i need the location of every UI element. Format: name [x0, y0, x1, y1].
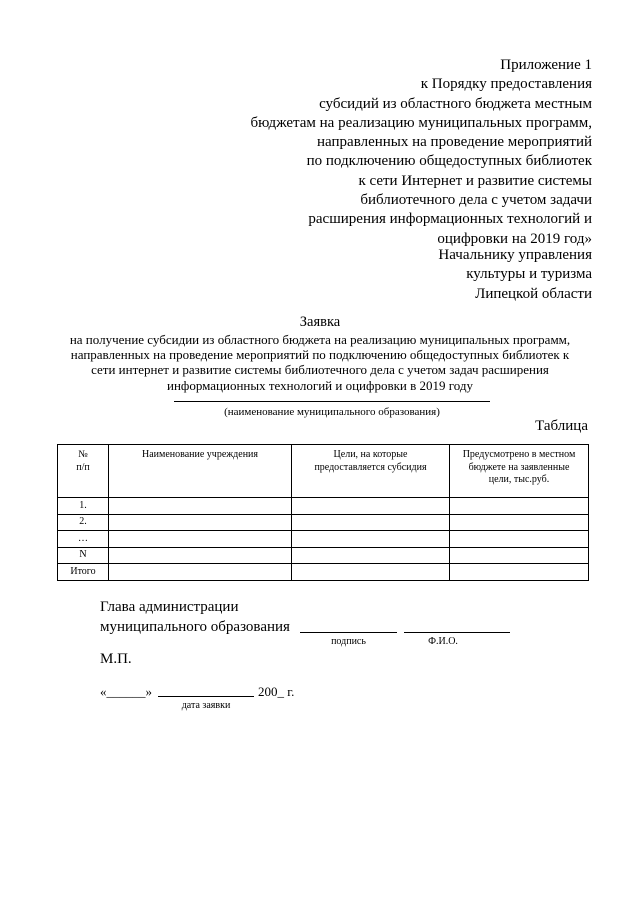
- addressee-line: культуры и туризма: [466, 266, 592, 283]
- row-budget-cell: [450, 514, 589, 531]
- document-title: Заявка: [299, 314, 341, 330]
- appendix-line: Приложение 1: [500, 57, 592, 73]
- row-goals-cell: [292, 564, 450, 581]
- signatory-title-line2: муниципального образования: [100, 619, 290, 635]
- header-budget: [450, 445, 589, 498]
- date-caption: дата заявки: [181, 700, 231, 711]
- row-budget-cell: [450, 498, 589, 515]
- header-budget-text: Предусмотрено в местном бюджете на заявленные цели, тыс.руб.: [462, 449, 576, 485]
- table-row: [58, 498, 589, 515]
- row-institution-cell: [109, 547, 292, 564]
- name-caption: Ф.И.О.: [428, 636, 458, 647]
- header-number: [58, 445, 109, 498]
- table-row: [58, 531, 589, 548]
- table-label: Таблица: [535, 418, 588, 434]
- row-number-cell: Итого: [58, 564, 109, 581]
- request-table: [57, 444, 589, 581]
- appendix-block: [172, 56, 592, 249]
- signature-caption: подпись: [331, 636, 366, 647]
- row-goals-cell: [292, 514, 450, 531]
- appendix-line: расширения информационных технологий и: [308, 211, 592, 228]
- signatory-title-line1: Глава администрации: [100, 599, 239, 615]
- municipality-blank-line: [174, 401, 490, 402]
- row-number-cell: 2.: [58, 514, 109, 531]
- date-month-blank-line: [158, 696, 254, 697]
- row-number-cell: N: [58, 547, 109, 564]
- subtitle-line: сети интернет и развитие системы библиотечного дела с учетом задач расширения: [91, 362, 549, 378]
- appendix-line: оцифровки на 2019 год»: [437, 230, 592, 247]
- subtitle-line: направленных на проведение мероприятий по подключению общедоступных библиотек к: [70, 347, 570, 363]
- row-goals-cell: [292, 531, 450, 548]
- row-goals-cell: [292, 547, 450, 564]
- header-goals: [292, 445, 450, 498]
- addressee-line: Начальнику управления: [438, 247, 592, 263]
- table-header-row: [58, 445, 589, 498]
- table-total-row: [58, 564, 589, 581]
- appendix-line: библиотечного дела с учетом задачи: [360, 192, 592, 209]
- row-goals-cell: [292, 498, 450, 515]
- appendix-line: к Порядку предоставления: [420, 76, 592, 93]
- row-institution-cell: [109, 531, 292, 548]
- appendix-line: по подключению общедоступных библиотек: [306, 153, 592, 170]
- table-row: [58, 547, 589, 564]
- row-budget-cell: [450, 564, 589, 581]
- appendix-line: направленных на проведение мероприятий: [317, 134, 592, 151]
- stamp-placeholder: М.П.: [100, 651, 132, 667]
- municipality-caption: (наименование муниципального образования): [224, 406, 440, 418]
- row-number-cell: …: [58, 531, 109, 548]
- table-row: [58, 514, 589, 531]
- row-institution-cell: [109, 514, 292, 531]
- signature-blank-line: [300, 632, 397, 633]
- row-institution-cell: [109, 498, 292, 515]
- subtitle-line: на получение субсидии из областного бюджета на реализацию муниципальных программ,: [69, 332, 571, 347]
- document-subtitle: [60, 332, 580, 393]
- date-day-blank: «______»: [100, 684, 152, 699]
- row-institution-cell: [109, 564, 292, 581]
- subtitle-line: информационных технологий и оцифровки в 2019 году: [166, 377, 473, 393]
- addressee-block: [292, 246, 592, 304]
- header-institution-text: Наименование учреждения: [141, 449, 258, 460]
- header-number-text: № п/п: [76, 449, 90, 473]
- appendix-line: субсидий из областного бюджета местным: [319, 95, 592, 112]
- appendix-line: бюджетам на реализацию муниципальных программ,: [250, 114, 592, 131]
- addressee-line: Липецкой области: [475, 285, 592, 302]
- name-blank-line: [404, 632, 510, 633]
- appendix-line: к сети Интернет и развитие системы: [358, 172, 592, 189]
- row-budget-cell: [450, 531, 589, 548]
- date-year: 200_ г.: [258, 684, 295, 699]
- header-goals-text: Цели, на которые предоставляется субсидия: [314, 449, 427, 473]
- row-number-cell: 1.: [58, 498, 109, 515]
- header-institution: [109, 445, 292, 498]
- row-budget-cell: [450, 547, 589, 564]
